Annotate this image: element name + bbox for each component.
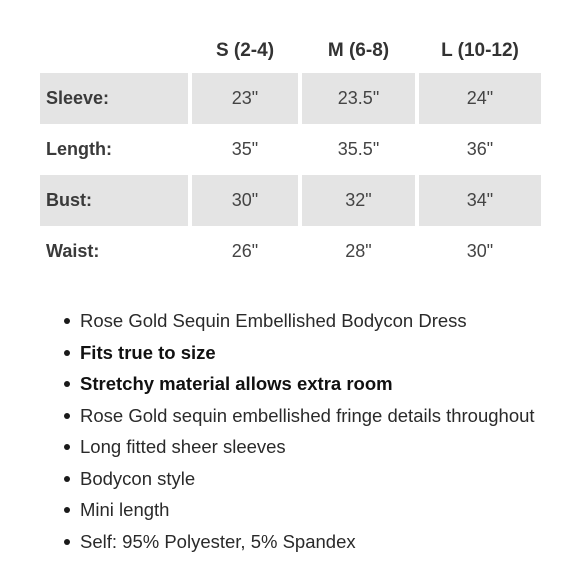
measurement-cell: 23" — [192, 73, 298, 124]
measurement-cell: 26" — [231, 241, 259, 261]
measurement-cell: 30" — [192, 175, 298, 226]
header-blank-cell — [40, 29, 188, 73]
header-size-s: S (2-4) — [215, 40, 275, 61]
product-feature-list — [60, 305, 580, 557]
measurement-cell: 35.5" — [337, 139, 380, 159]
size-chart-table — [36, 29, 545, 277]
measurement-row-length — [40, 124, 541, 175]
feature-item: Stretchy material allows extra room — [80, 368, 580, 400]
measurement-cell: 35" — [231, 139, 259, 159]
measurement-cell: 32" — [302, 175, 415, 226]
feature-item: Self: 95% Polyester, 5% Spandex — [80, 526, 580, 558]
measurement-cell: 30" — [466, 241, 494, 261]
measurement-row-sleeve — [40, 73, 541, 124]
row-label: Sleeve: — [40, 73, 188, 124]
measurement-cell: 28" — [345, 241, 372, 261]
row-label: Length: — [46, 139, 112, 159]
measurement-cell: 34" — [419, 175, 541, 226]
feature-item: Rose Gold Sequin Embellished Bodycon Dress — [80, 305, 580, 337]
feature-item: Fits true to size — [80, 337, 580, 369]
row-label: Bust: — [40, 175, 188, 226]
header-size-m: M (6-8) — [327, 40, 390, 61]
row-label: Waist: — [46, 241, 100, 261]
measurement-cell: 36" — [466, 139, 494, 159]
feature-item: Mini length — [80, 494, 580, 526]
feature-item: Bodycon style — [80, 463, 580, 495]
feature-item: Long fitted sheer sleeves — [80, 431, 580, 463]
header-size-l: L (10-12) — [441, 40, 519, 61]
measurement-cell: 24" — [419, 73, 541, 124]
measurement-row-waist — [40, 226, 541, 277]
size-header-row — [40, 29, 541, 73]
feature-item: Rose Gold sequin embellished fringe details throughout — [80, 400, 580, 432]
measurement-row-bust — [40, 175, 541, 226]
measurement-cell: 23.5" — [302, 73, 415, 124]
